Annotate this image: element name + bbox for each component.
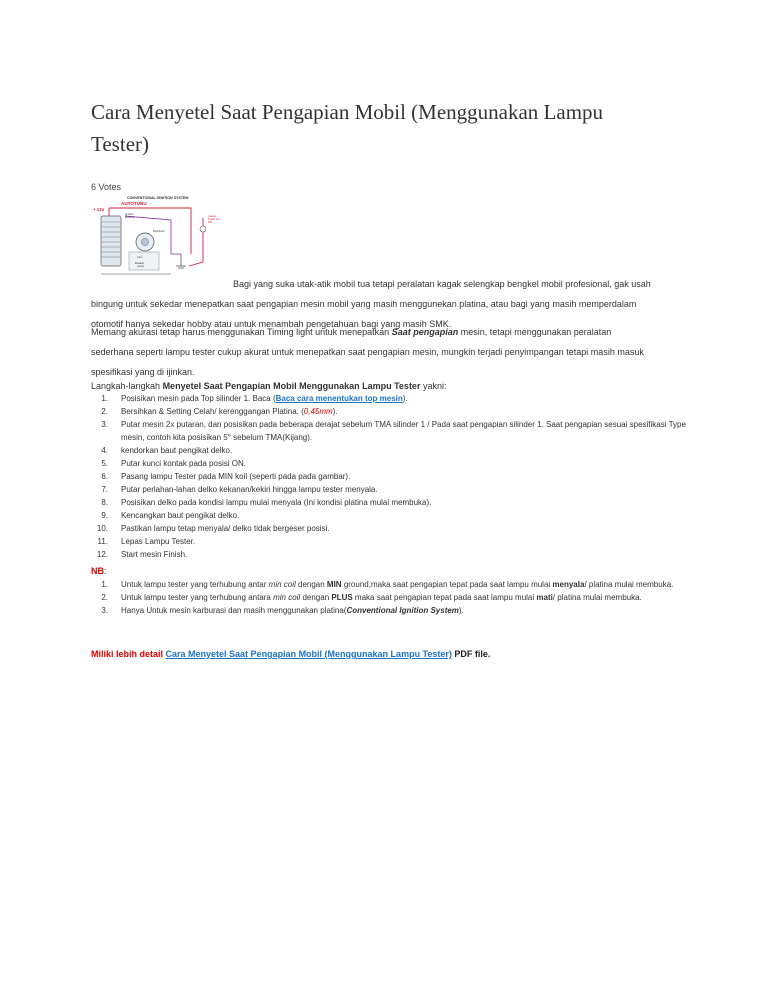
list-item: 12. Start mesin Finish. [96, 550, 188, 559]
list-item: 10. Pastikan lampu tetap menyala/ delko tidak bergeser posisi. [96, 524, 330, 533]
list-item: 9. Kencangkan baut pengikat delko. [101, 511, 240, 520]
steps-list [91, 392, 691, 561]
list-item: 1. Untuk lampu tester yang terhubung antar min coil dengan MIN ground,maka saat pengapian tepat pada saat lampu mulai menyala/ platina mulai membuka. [101, 580, 674, 589]
accuracy-paragraph: Memang akurasi tetap harus menggunakan Timing light untuk menepatkan Saat pengapian mesin, tetapi menggunakan peralatan sederhana seperti lampu tester cukup akurat untuk menepatkan saat pengapian mesin, mungkin terjadi penyimpangan tetapi masih masuk spesifikasi yang di ijinkan. [91, 327, 644, 377]
tester-lamp-shape [200, 226, 206, 232]
intro-paragraph: Bagi yang suka utak-atik mobil tua tetapi peralatan kagak selengkap bengkel mobil profesional, gak usah bingung untuk sekedar menepatkan saat pengapian mesin mobil yang masih menggunekan platina, atau bagi yang masih memperdalam otomotif hanya sekedar hobby atau untuk menambah pengetahuan bagi yang masih SMK. [91, 279, 651, 329]
list-item: 6. Pasang lampu Tester pada MIN koil (seperti pada pada gambar). [101, 472, 351, 481]
list-item: 1. Posisikan mesin pada Top silinder 1. Baca (Baca cara menentukan top mesin). [101, 394, 408, 403]
pdf-download-link[interactable]: Cara Menyetel Saat Pengapian Mobil (Menggunakan Lampu Tester) [165, 649, 452, 659]
list-item: 7. Putar perlahan-lahan delko kekanan/kekiri hingga lampu tester menyala. [101, 485, 378, 494]
footer-line: Miliki lebih detail Cara Menyetel Saat Pengapian Mobil (Menggunakan Lampu Tester) PDF file. [91, 649, 491, 659]
svg-text:terminal: terminal [125, 216, 135, 219]
list-item: 2. Untuk lampu tester yang terhubung antara min coil dengan PLUS maka saat pengapian tepat pada saat lampu mulai mati/ platina mulai membuka. [101, 593, 642, 602]
list-item: 4. kendorkan baut pengikat delko. [101, 446, 233, 455]
diagram-brand: AUTOTUNU [121, 201, 147, 206]
list-item: 2. Bersihkan & Setting Celah/ kerenggangan Platina. (0,45mm). [101, 407, 338, 416]
svg-text:points: points [137, 265, 144, 268]
svg-text:Cam: Cam [137, 256, 143, 259]
page-title: Cara Menyetel Saat Pengapian Mobil (Menggunakan Lampu Tester) [91, 100, 604, 156]
top-mesin-link[interactable]: Baca cara menentukan top mesin [275, 394, 403, 403]
ignition-diagram [91, 194, 233, 278]
svg-text:5W: 5W [208, 221, 212, 224]
nb-heading: NB: [91, 566, 107, 576]
list-item: 3. Putar mesin 2x putaran, dan posisikan pada beberapa derajat sebelum TMA silinder 1 / Pada saat pengapian silinder 1. Saat pengapian sesuai spesifikasi Type mesin, contoh kita posisikan 5° sebelum TMA(Kijang). [101, 420, 686, 442]
diagram-plus: + 12v [93, 207, 105, 212]
steps-heading: Langkah-langkah Menyetel Saat Pengapian Mobil Menggunakan Lampu Tester yakni: [91, 381, 447, 391]
notes-list [91, 578, 691, 617]
coil-shape [101, 216, 121, 266]
svg-text:Breaker: Breaker [135, 262, 145, 265]
diagram-header: CONVENTIONAL IGNITION SYSTEM [127, 196, 189, 200]
list-item: 8. Posisikan delko pada kondisi lampu mulai menyala (Ini kondisi platina mulai membuka). [101, 498, 432, 507]
svg-text:Distributor: Distributor [153, 230, 165, 233]
list-item: 5. Putar kunci kontak pada posisi ON. [101, 459, 246, 468]
list-item: 11. Lepas Lampu Tester. [97, 537, 196, 546]
vote-count: 6 Votes [91, 182, 122, 192]
svg-text:Tester 12v: Tester 12v [208, 218, 220, 221]
list-item: 3. Hanya Untuk mesin karburasi dan masih menggunakan platina(Conventional Ignition System). [101, 606, 464, 615]
svg-text:Ignition: Ignition [125, 213, 134, 216]
svg-text:Lampu: Lampu [208, 215, 216, 218]
